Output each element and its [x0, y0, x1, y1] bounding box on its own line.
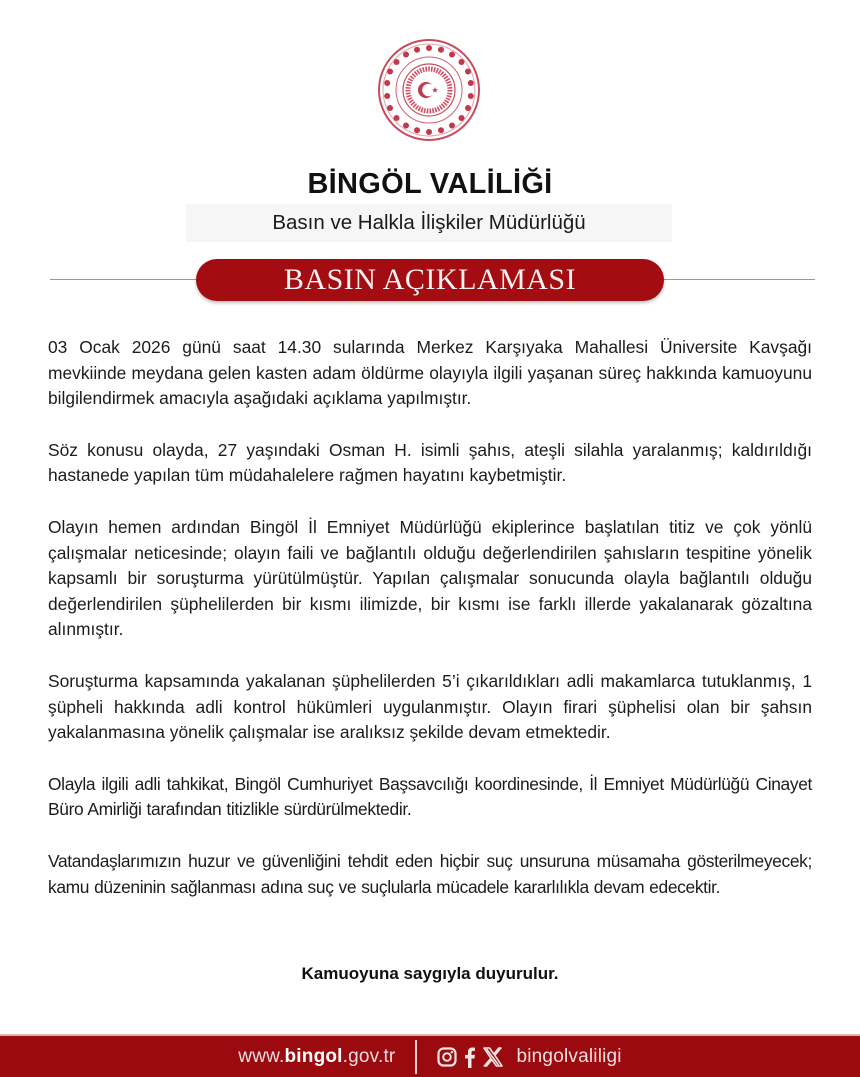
footer-bar: [0, 1034, 860, 1077]
organization-title: BİNGÖL VALİLİĞİ: [307, 168, 553, 200]
press-release-banner: [196, 259, 664, 301]
closing-statement: Kamuoyuna saygıyla duyurulur.: [301, 964, 559, 983]
website-prefix: www.: [238, 1045, 285, 1067]
website-domain: bingol: [284, 1045, 343, 1067]
paragraph-1: 03 Ocak 2026 günü saat 14.30 sularında Merkez Karşıyaka Mahallesi Üniversite Kavşağı mevkiinde meydana gelen kasten adam öldürme olayıyla ilgili yaşanan süreç hakkında kamuoyunu bilgilendirmek amacıyla aşağıdaki açıklama yapılmıştır.: [48, 337, 812, 409]
organization-subtitle-container: [186, 204, 672, 242]
organization-subtitle: Basın ve Halkla İlişkiler Müdürlüğü: [272, 211, 586, 234]
divider-line-right: [660, 279, 815, 280]
paragraph-3: Olayın hemen ardından Bingöl İl Emniyet Müdürlüğü ekiplerince başlatılan titiz ve çok yönlü çalışmalar neticesinde; olayın faili ve bağlantılı olduğu değerlendirilen şahısların tespitine yönelik kapsamlı bir soruşturma yürütülmüştür. Yapılan çalışmalar sonucunda olayla bağlantılı olduğu değerlendirilen şüphelilerden bir kısmı ilimizde, bir kısmı ise farklı illerde yakalanarak gözaltına alınmıştır.: [48, 516, 812, 640]
divider-line-left: [50, 279, 200, 280]
x-icon[interactable]: [482, 1046, 504, 1068]
instagram-icon[interactable]: [437, 1047, 457, 1067]
press-release-heading: BASIN AÇIKLAMASI: [283, 263, 577, 296]
press-release-body: [48, 335, 812, 926]
footer-divider: [415, 1040, 417, 1074]
paragraph-5: Olayla ilgili adli tahkikat, Bingöl Cumhuriyet Başsavcılığı koordinesinde, İl Emniyet Müdürlüğü Cinayet Büro Amirliği tarafından titizlikle sürdürülmektedir.: [48, 773, 812, 820]
paragraph-6: Vatandaşlarımızın huzur ve güvenliğini tehdit eden hiçbir suç unsuruna müsamaha gösterilmeyecek; kamu düzeninin sağlanması adına suç ve suçlularla mücadele kararlılıkla devam edecektir.: [48, 850, 812, 897]
facebook-icon[interactable]: [463, 1046, 476, 1068]
website-suffix: .gov.tr: [342, 1045, 396, 1067]
social-links: [437, 1046, 621, 1068]
paragraph-2: Söz konusu olayda, 27 yaşındaki Osman H. isimli şahıs, ateşli silahla yaralanmış; kaldırıldığı hastanede yapılan tüm müdahalelere rağmen hayatını kaybetmiştir.: [48, 439, 812, 486]
website-link[interactable]: [238, 1046, 395, 1068]
paragraph-4: Soruşturma kapsamında yakalanan şüphelilerden 5’i çıkarıldıkları adli makamlarca tutuklanmış, 1 şüpheli hakkında adli kontrol hükümleri uygulanmıştır. Olayın firari şüphelisi olan bir şahsın yakalanmasına yönelik çalışmalar ise aralıksız şekilde devam etmektedir.: [48, 670, 812, 743]
governorship-seal-icon: [377, 38, 481, 142]
social-handle[interactable]: bingolvaliligi: [516, 1045, 622, 1067]
